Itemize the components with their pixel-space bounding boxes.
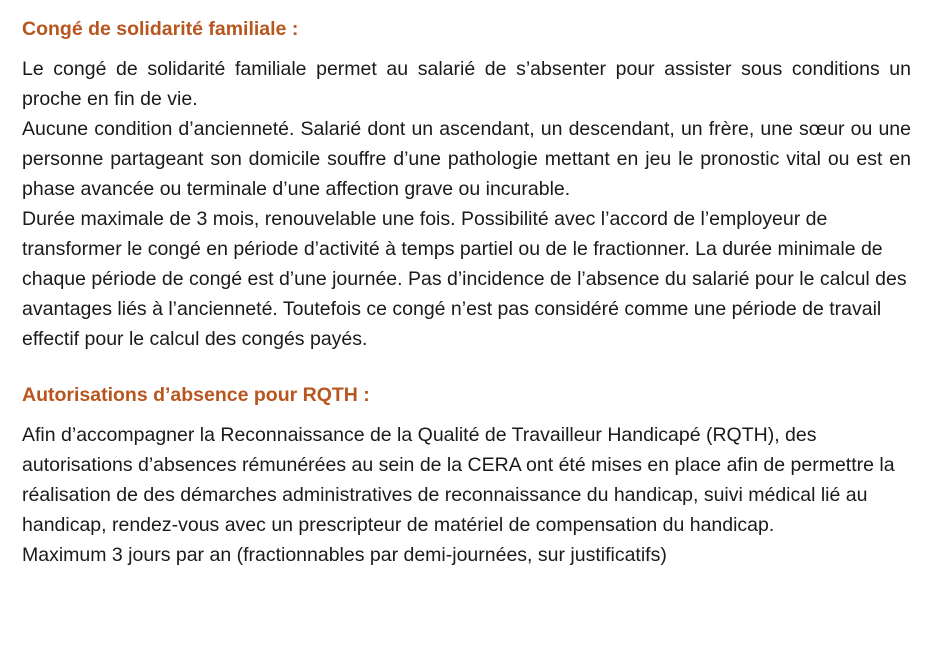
paragraph: Afin d’accompagner la Reconnaissance de la Qualité de Travailleur Handicapé (RQTH), des autorisations d’absences rémunérées au sein de la CERA ont été mises en place afin de permettre la réalisation de des démarches administratives de reconnaissance du handicap, suivi médical lié au handicap, rendez-vous avec un prescripteur de matériel de compensation du handicap. — [22, 424, 895, 536]
paragraph: Le congé de solidarité familiale permet au salarié de s’absenter pour assister sous conditions un proche en fin de vie. — [22, 58, 911, 110]
section-absence-rqth — [22, 380, 911, 570]
section-heading: Congé de solidarité familiale : — [22, 18, 299, 40]
section-body — [22, 420, 911, 570]
section-body — [22, 54, 911, 354]
document-page — [22, 14, 911, 570]
paragraph: Durée maximale de 3 mois, renouvelable une fois. Possibilité avec l’accord de l’employeur de transformer le congé en période d’activité à temps partiel ou de le fractionner. La durée minimale de chaque période de congé est d’une journée. Pas d’incidence de l’absence du salarié pour le calcul des avantages liés à l’ancienneté. Toutefois ce congé n’est pas considéré comme une période de travail effectif pour le calcul des congés payés. — [22, 208, 907, 350]
paragraph: Aucune condition d’ancienneté. Salarié dont un ascendant, un descendant, un frère, une sœur ou une personne partageant son domicile souffre d’une pathologie mettant en jeu le pronostic vital ou est en phase avancée ou terminale d’une affection grave ou incurable. — [22, 118, 911, 200]
section-conge-solidarite — [22, 14, 911, 354]
section-heading: Autorisations d’absence pour RQTH : — [22, 384, 370, 406]
paragraph: Maximum 3 jours par an (fractionnables par demi-journées, sur justificatifs) — [22, 544, 667, 566]
